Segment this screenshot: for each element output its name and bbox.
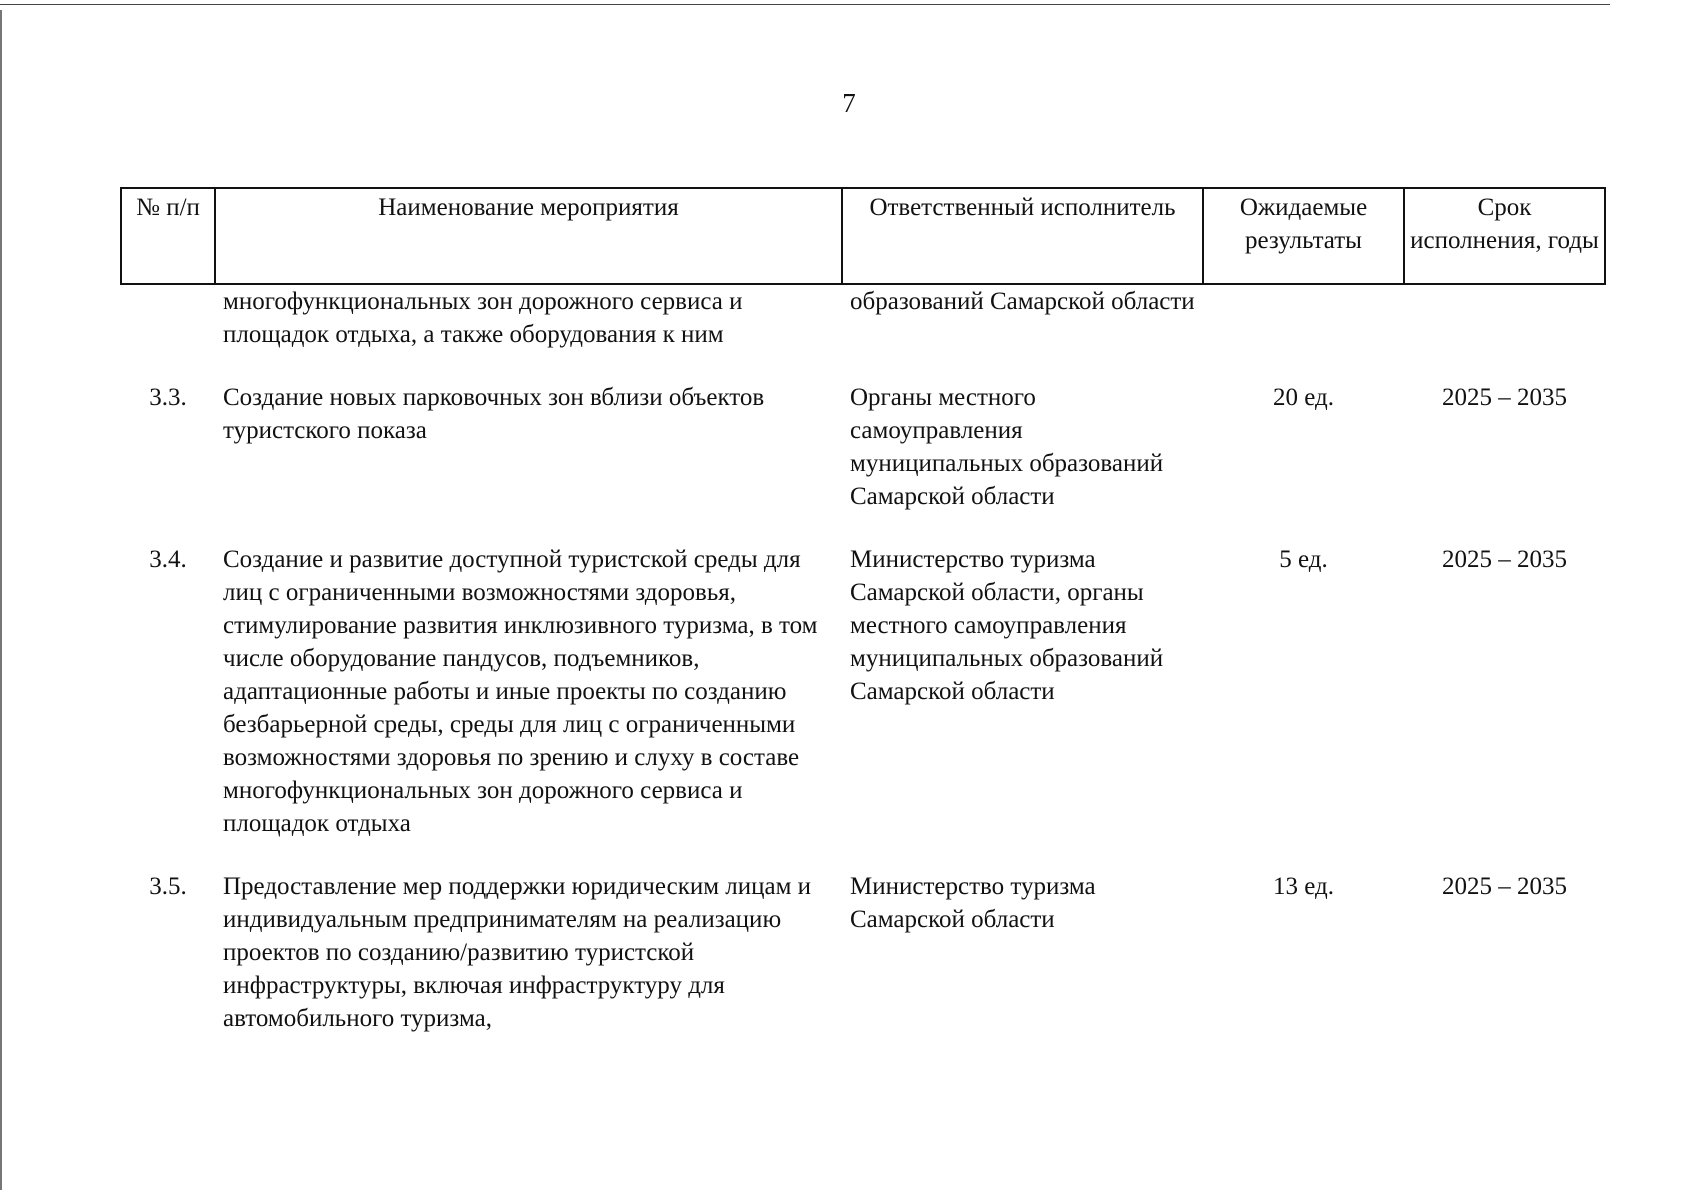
header-term: Срок исполнения, годы [1404, 188, 1605, 284]
row-term [1404, 284, 1605, 381]
row-responsible: Органы местного самоуправления муниципальных образований Самарской области [850, 384, 1164, 510]
row-term: 2025 – 2035 [1442, 546, 1567, 573]
row-result: 20 ед. [1273, 384, 1334, 411]
table-header-row [121, 188, 1605, 284]
header-result: Ожидаемые результаты [1203, 188, 1404, 284]
table-row [121, 381, 1605, 543]
row-result [1203, 284, 1404, 381]
row-number: 3.4. [149, 546, 187, 573]
scan-edge-left [0, 10, 2, 1190]
header-number: № п/п [121, 188, 215, 284]
header-responsible: Ответственный исполнитель [842, 188, 1203, 284]
scan-edge-top [0, 0, 1610, 5]
row-result: 5 ед. [1279, 546, 1328, 573]
row-number [121, 284, 215, 381]
table-row [121, 284, 1605, 381]
row-name: Предоставление мер поддержки юридическим лицам и индивидуальным предпринимателям на реализацию проектов по созданию/развитию туристской инфраструктуры, включая инфраструктуру для автомобильного туризма, [223, 873, 812, 1032]
table-row [121, 870, 1605, 1065]
row-number: 3.5. [149, 873, 187, 900]
row-result: 13 ед. [1273, 873, 1334, 900]
row-term: 2025 – 2035 [1442, 384, 1567, 411]
row-name: Создание новых парковочных зон вблизи объектов туристского показа [223, 384, 765, 444]
table-row [121, 543, 1605, 870]
row-responsible: образований Самарской области [850, 288, 1195, 315]
row-number: 3.3. [149, 384, 187, 411]
row-name: Создание и развитие доступной туристской среды для лиц с ограниченными возможностями здоровья, стимулирование развития инклюзивного туризма, в том числе оборудование пандусов, подъемников, адаптационные работы и иные проекты по созданию безбарьерной среды, среды для лиц с ограниченными возможностями здоровья по зрению и слуху в составе многофункциональных зон дорожного сервиса и площадок отдыха [223, 546, 818, 837]
header-name: Наименование мероприятия [215, 188, 842, 284]
row-responsible: Министерство туризма Самарской области, органы местного самоуправления муниципальных образований Самарской области [850, 546, 1164, 705]
row-term: 2025 – 2035 [1442, 873, 1567, 900]
row-responsible: Министерство туризма Самарской области [850, 873, 1096, 933]
page-number: 7 [842, 88, 856, 118]
measures-table [120, 187, 1606, 1065]
row-name: многофункциональных зон дорожного сервиса и площадок отдыха, а также оборудования к ним [223, 288, 743, 348]
